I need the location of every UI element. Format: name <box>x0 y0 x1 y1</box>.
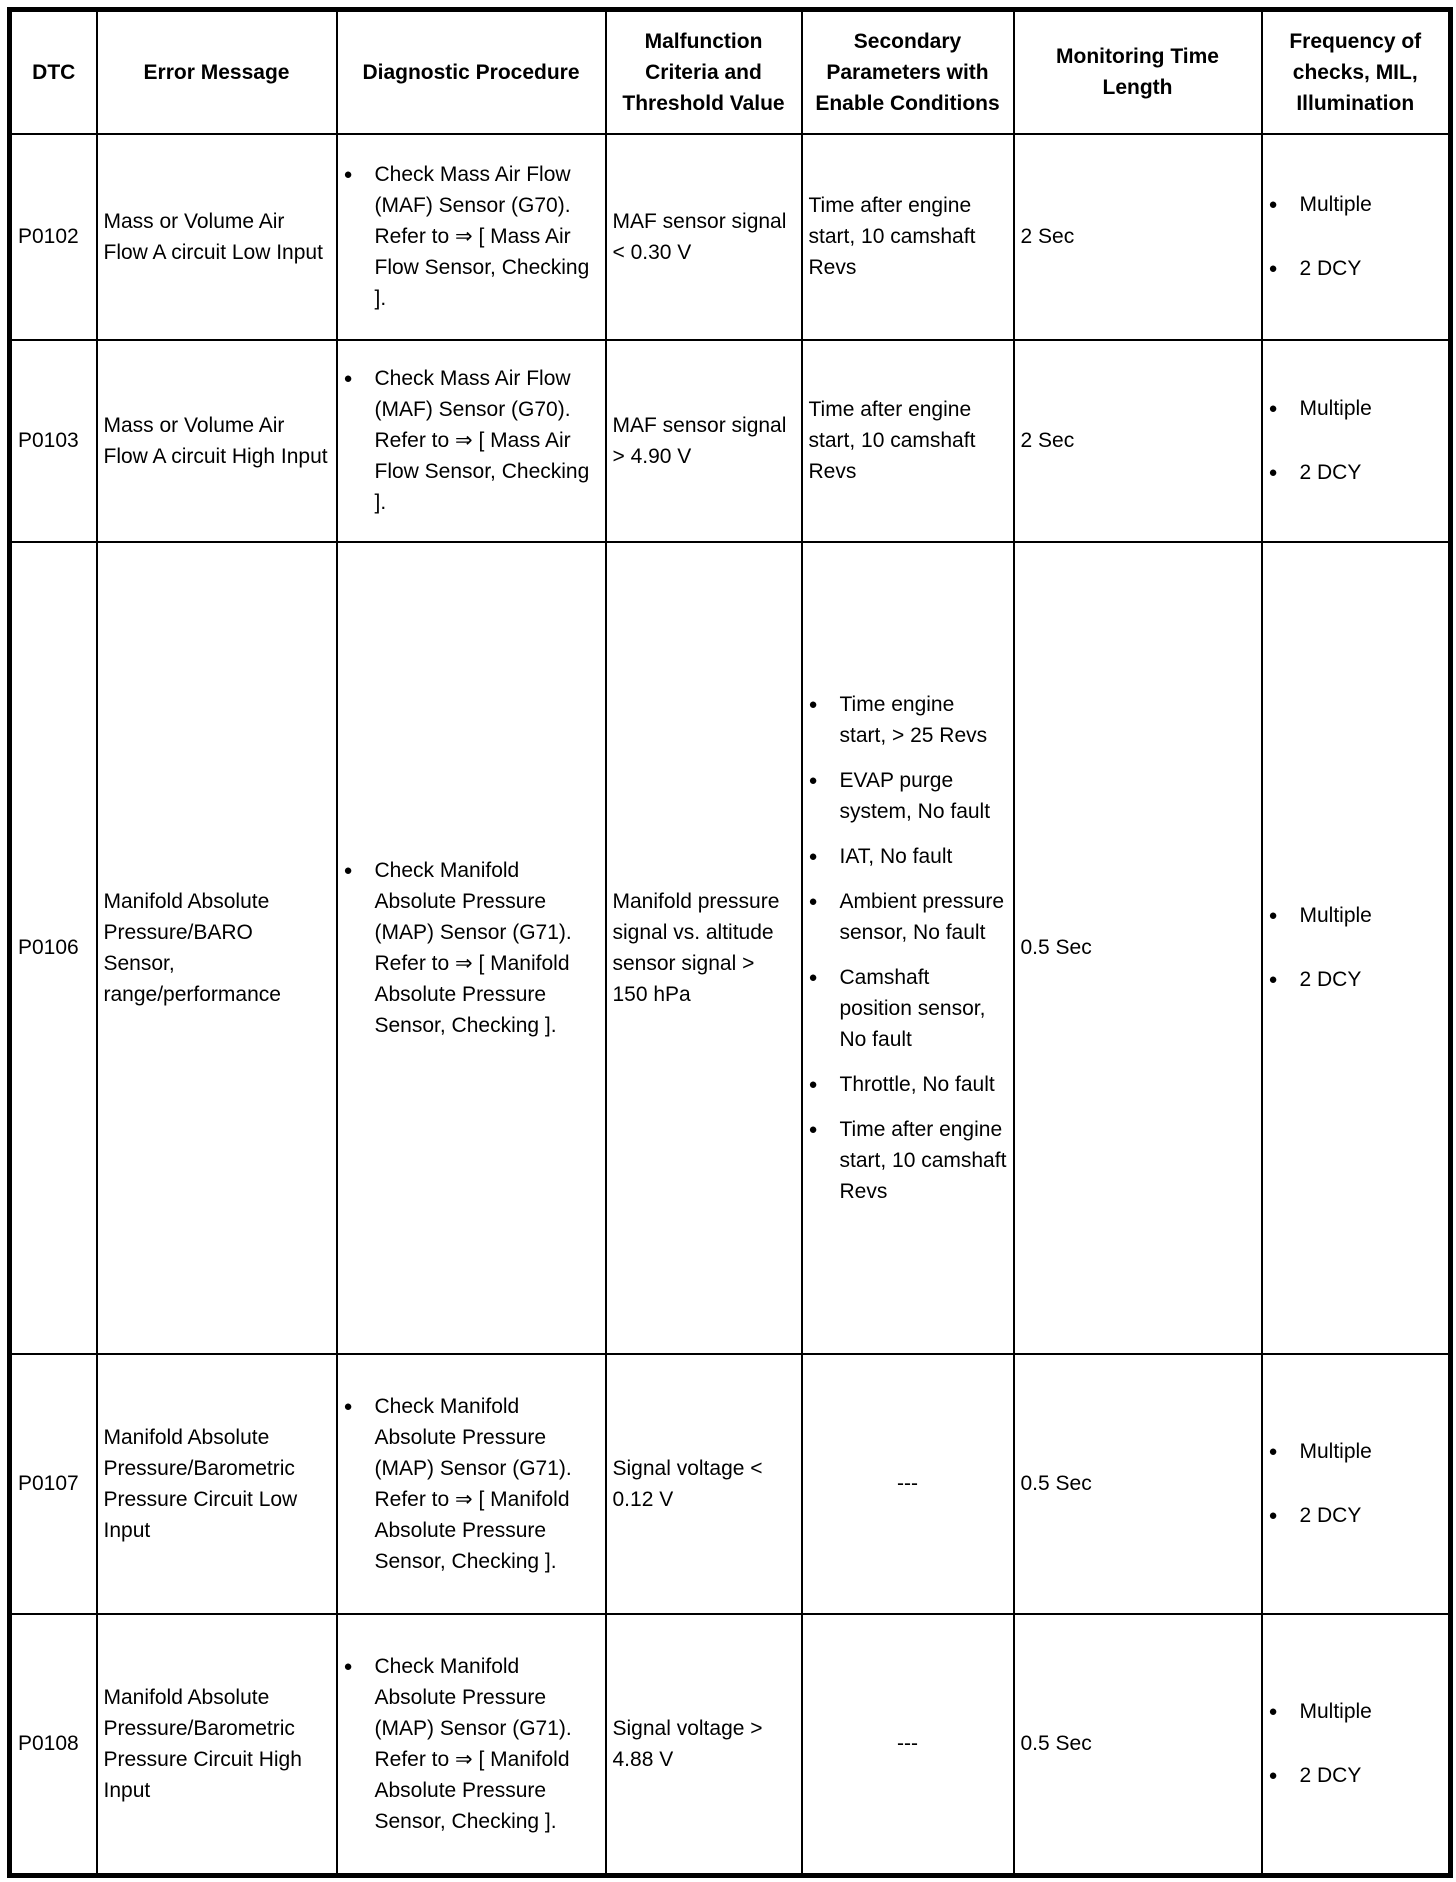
dtc-code: P0108 <box>10 1614 97 1876</box>
secondary-parameters-list <box>809 689 1007 1207</box>
header-row <box>10 10 1451 134</box>
bullet-icon: ● <box>808 847 818 865</box>
bullet-icon: ● <box>808 968 818 986</box>
list-item <box>1269 393 1443 424</box>
frequency-list <box>1269 189 1443 284</box>
dtc-code: P0102 <box>10 134 97 340</box>
dtc-table <box>7 7 1453 1878</box>
secondary-parameters <box>802 542 1014 1354</box>
table-row-p0102 <box>10 134 1451 340</box>
secondary-parameters: Time after engine start, 10 camshaft Revs <box>802 134 1014 340</box>
diagnostic-list <box>344 1651 599 1837</box>
frequency-item: 2 DCY <box>1299 461 1362 484</box>
bullet-icon: ● <box>808 892 818 910</box>
diagnostic-step: Check Manifold Absolute Pressure (MAP) Sensor (G71). Refer to ⇒ [ Manifold Absolute Pressure Sensor, Checking ]. <box>374 858 572 1037</box>
secondary-parameter: Time after engine start, 10 camshaft Revs <box>839 1117 1007 1203</box>
list-item <box>344 363 599 518</box>
bullet-icon: ● <box>1268 907 1278 924</box>
list-item <box>809 1114 1007 1207</box>
monitoring-time: 2 Sec <box>1014 134 1262 340</box>
frequency-item: Multiple <box>1299 193 1372 216</box>
secondary-parameters: Time after engine start, 10 camshaft Revs <box>802 340 1014 542</box>
diagnostic-procedure <box>337 542 606 1354</box>
bullet-icon: ● <box>1268 1703 1278 1721</box>
frequency-item: 2 DCY <box>1299 1504 1362 1527</box>
secondary-parameters: --- <box>802 1354 1014 1614</box>
diagnostic-step: Check Manifold Absolute Pressure (MAP) Sensor (G71). Refer to ⇒ [ Manifold Absolute Pressure Sensor, Checking ]. <box>374 1654 572 1833</box>
dtc-code: P0106 <box>10 542 97 1354</box>
list-item <box>1269 189 1443 220</box>
list-item <box>809 841 1007 872</box>
diagnostic-list <box>344 855 599 1041</box>
malfunction-criteria: MAF sensor signal > 4.90 V <box>606 340 802 542</box>
secondary-parameter: Throttle, No fault <box>839 1072 995 1096</box>
list-item <box>1269 457 1443 488</box>
bullet-icon: ● <box>808 695 818 713</box>
bullet-icon: ● <box>343 1397 353 1415</box>
secondary-parameters: --- <box>802 1614 1014 1876</box>
secondary-parameter: EVAP purge system, No fault <box>839 768 991 823</box>
dtc-code: P0107 <box>10 1354 97 1614</box>
list-item <box>1269 964 1443 995</box>
frequency-list <box>1269 393 1443 488</box>
table-row-p0106 <box>10 542 1451 1354</box>
bullet-icon: ● <box>343 861 353 879</box>
secondary-parameter: Camshaft position sensor, No fault <box>839 965 986 1051</box>
diagnostic-procedure <box>337 1614 606 1876</box>
bullet-icon: ● <box>1268 1507 1278 1524</box>
diagnostic-list <box>344 159 599 314</box>
malfunction-criteria: MAF sensor signal < 0.30 V <box>606 134 802 340</box>
malfunction-criteria: Signal voltage > 4.88 V <box>606 1614 802 1876</box>
list-item <box>809 1069 1007 1100</box>
frequency-list <box>1269 900 1443 995</box>
bullet-icon: ● <box>343 166 353 183</box>
diagnostic-step: Check Mass Air Flow (MAF) Sensor (G70). Refer to ⇒ [ Mass Air Flow Sensor, Checking ]. <box>374 367 590 514</box>
frequency-list <box>1269 1696 1443 1791</box>
list-item <box>809 962 1007 1055</box>
bullet-icon: ● <box>1268 464 1278 481</box>
frequency-item: 2 DCY <box>1299 257 1362 280</box>
bullet-icon: ● <box>1268 971 1278 988</box>
column-header-monitoring-time: Monitoring Time Length <box>1014 10 1262 134</box>
diagnostic-procedure <box>337 340 606 542</box>
monitoring-time: 0.5 Sec <box>1014 1354 1262 1614</box>
frequency-of-checks <box>1262 1354 1451 1614</box>
column-header-malfunction-criteria: Malfunction Criteria and Threshold Value <box>606 10 802 134</box>
secondary-parameter: IAT, No fault <box>839 844 953 868</box>
frequency-of-checks <box>1262 134 1451 340</box>
frequency-of-checks <box>1262 1614 1451 1876</box>
table-row-p0107 <box>10 1354 1451 1614</box>
bullet-icon: ● <box>1268 260 1278 277</box>
frequency-list <box>1269 1436 1443 1531</box>
list-item <box>809 765 1007 827</box>
bullet-icon: ● <box>1268 196 1278 213</box>
frequency-item: 2 DCY <box>1299 968 1362 991</box>
secondary-parameter: Time engine start, > 25 Revs <box>839 692 988 747</box>
monitoring-time: 2 Sec <box>1014 340 1262 542</box>
error-message: Mass or Volume Air Flow A circuit High Input <box>97 340 337 542</box>
frequency-of-checks <box>1262 340 1451 542</box>
frequency-item: Multiple <box>1299 904 1372 927</box>
dtc-code: P0103 <box>10 340 97 542</box>
malfunction-criteria: Manifold pressure signal vs. altitude sensor signal > 150 hPa <box>606 542 802 1354</box>
diagnostic-step: Check Mass Air Flow (MAF) Sensor (G70). Refer to ⇒ [ Mass Air Flow Sensor, Checking ]. <box>374 163 590 310</box>
column-header-diagnostic-procedure: Diagnostic Procedure <box>337 10 606 134</box>
column-header-frequency: Frequency of checks, MIL, Illumination <box>1262 10 1451 134</box>
frequency-item: Multiple <box>1299 1700 1372 1724</box>
frequency-item: 2 DCY <box>1299 1764 1362 1788</box>
bullet-icon: ● <box>808 1120 818 1138</box>
table-row-p0108 <box>10 1614 1451 1876</box>
error-message: Manifold Absolute Pressure/Barometric Pressure Circuit High Input <box>97 1614 337 1876</box>
diagnostic-step: Check Manifold Absolute Pressure (MAP) Sensor (G71). Refer to ⇒ [ Manifold Absolute Pressure Sensor, Checking ]. <box>374 1394 572 1573</box>
list-item <box>1269 900 1443 931</box>
frequency-item: Multiple <box>1299 1440 1372 1463</box>
bullet-icon: ● <box>343 370 353 387</box>
bullet-icon: ● <box>1268 1443 1278 1460</box>
list-item <box>809 886 1007 948</box>
list-item <box>1269 1436 1443 1467</box>
error-message: Manifold Absolute Pressure/BARO Sensor, range/performance <box>97 542 337 1354</box>
list-item <box>1269 253 1443 284</box>
malfunction-criteria: Signal voltage < 0.12 V <box>606 1354 802 1614</box>
monitoring-time: 0.5 Sec <box>1014 1614 1262 1876</box>
list-item <box>1269 1760 1443 1791</box>
list-item <box>344 1391 599 1577</box>
column-header-secondary-parameters: Secondary Parameters with Enable Conditions <box>802 10 1014 134</box>
bullet-icon: ● <box>808 771 818 789</box>
list-item <box>344 1651 599 1837</box>
list-item <box>1269 1696 1443 1727</box>
diagnostic-list <box>344 363 599 518</box>
frequency-item: Multiple <box>1299 397 1372 420</box>
bullet-icon: ● <box>343 1657 353 1675</box>
bullet-icon: ● <box>808 1075 818 1093</box>
diagnostic-procedure <box>337 1354 606 1614</box>
frequency-of-checks <box>1262 542 1451 1354</box>
list-item <box>344 855 599 1041</box>
error-message: Mass or Volume Air Flow A circuit Low Input <box>97 134 337 340</box>
bullet-icon: ● <box>1268 1767 1278 1785</box>
list-item <box>1269 1500 1443 1531</box>
secondary-parameter: Ambient pressure sensor, No fault <box>839 889 1005 944</box>
bullet-icon: ● <box>1268 400 1278 417</box>
diagnostic-procedure <box>337 134 606 340</box>
diagnostic-list <box>344 1391 599 1577</box>
column-header-dtc: DTC <box>10 10 97 134</box>
list-item <box>344 159 599 314</box>
error-message: Manifold Absolute Pressure/Barometric Pressure Circuit Low Input <box>97 1354 337 1614</box>
table-row-p0103 <box>10 340 1451 542</box>
monitoring-time: 0.5 Sec <box>1014 542 1262 1354</box>
column-header-error-message: Error Message <box>97 10 337 134</box>
list-item <box>809 689 1007 751</box>
